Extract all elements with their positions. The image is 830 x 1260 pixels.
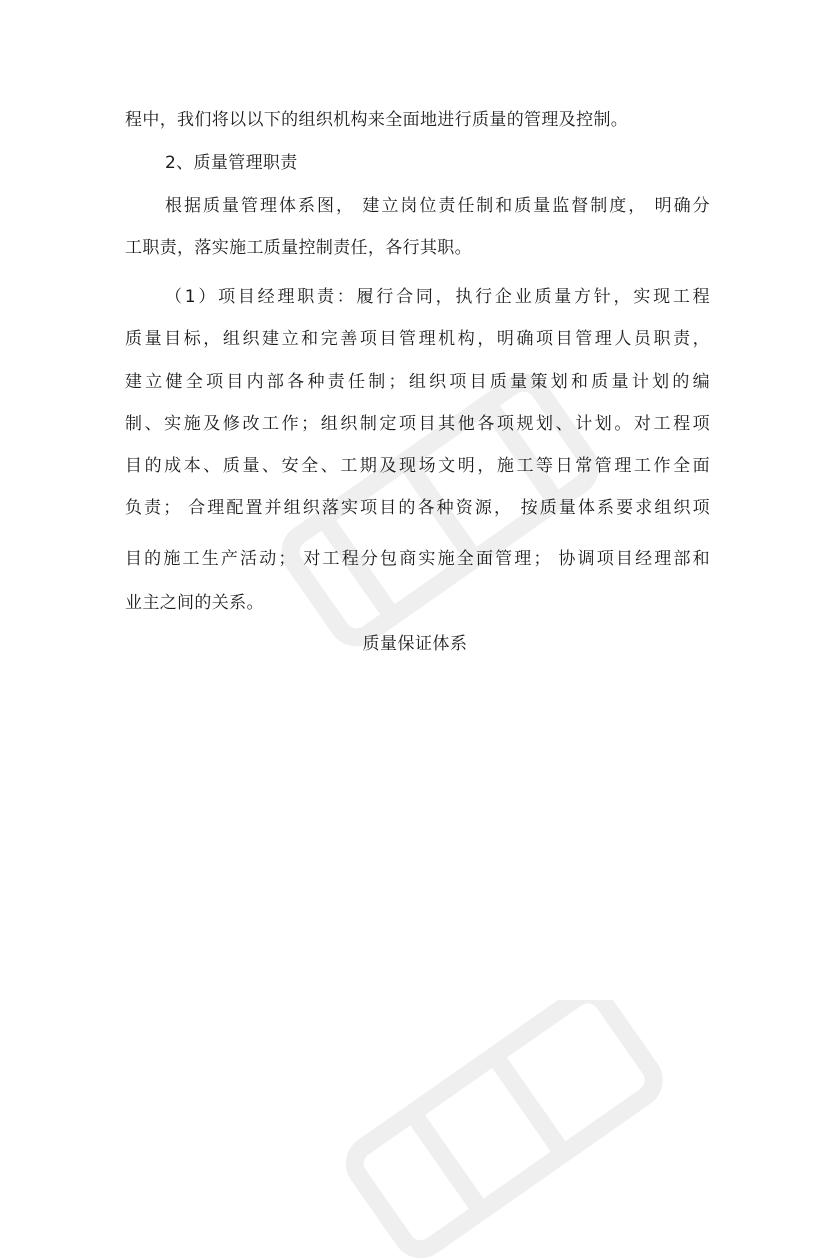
watermark-mark — [300, 1000, 720, 1260]
section-heading: 2、质量管理职责 — [165, 153, 298, 173]
paragraph-line: 程中，我们将以以下的组织机构来全面地进行质量的管理及控制。 — [125, 110, 629, 130]
paragraph-line: 建立健全项目内部各种责任制；组织项目质量策划和质量计划的编 — [125, 372, 710, 392]
paragraph-line: （1）项目经理职责：履行合同，执行企业质量方针，实现工程 — [165, 287, 710, 307]
paragraph-line: 质量目标，组织建立和完善项目管理机构，明确项目管理人员职责， — [125, 329, 710, 349]
paragraph-line: 制、实施及修改工作；组织制定项目其他各项规划、计划。对工程项 — [125, 414, 710, 434]
paragraph-line: 负责； 合理配置并组织落实项目的各种资源， 按质量体系要求组织项 — [125, 498, 710, 518]
figure-caption: 质量保证体系 — [362, 634, 468, 654]
paragraph-line: 目的成本、质量、安全、工期及现场文明，施工等日常管理工作全面 — [125, 456, 710, 476]
paragraph-line: 工职责，落实施工质量控制责任，各行其职。 — [125, 238, 472, 258]
paragraph-line: 业主之间的关系。 — [125, 593, 264, 613]
paragraph-line: 根据质量管理体系图， 建立岗位责任制和质量监督制度， 明确分 — [165, 196, 710, 216]
paragraph-line: 目的施工生产活动； 对工程分包商实施全面管理； 协调项目经理部和 — [125, 549, 710, 569]
